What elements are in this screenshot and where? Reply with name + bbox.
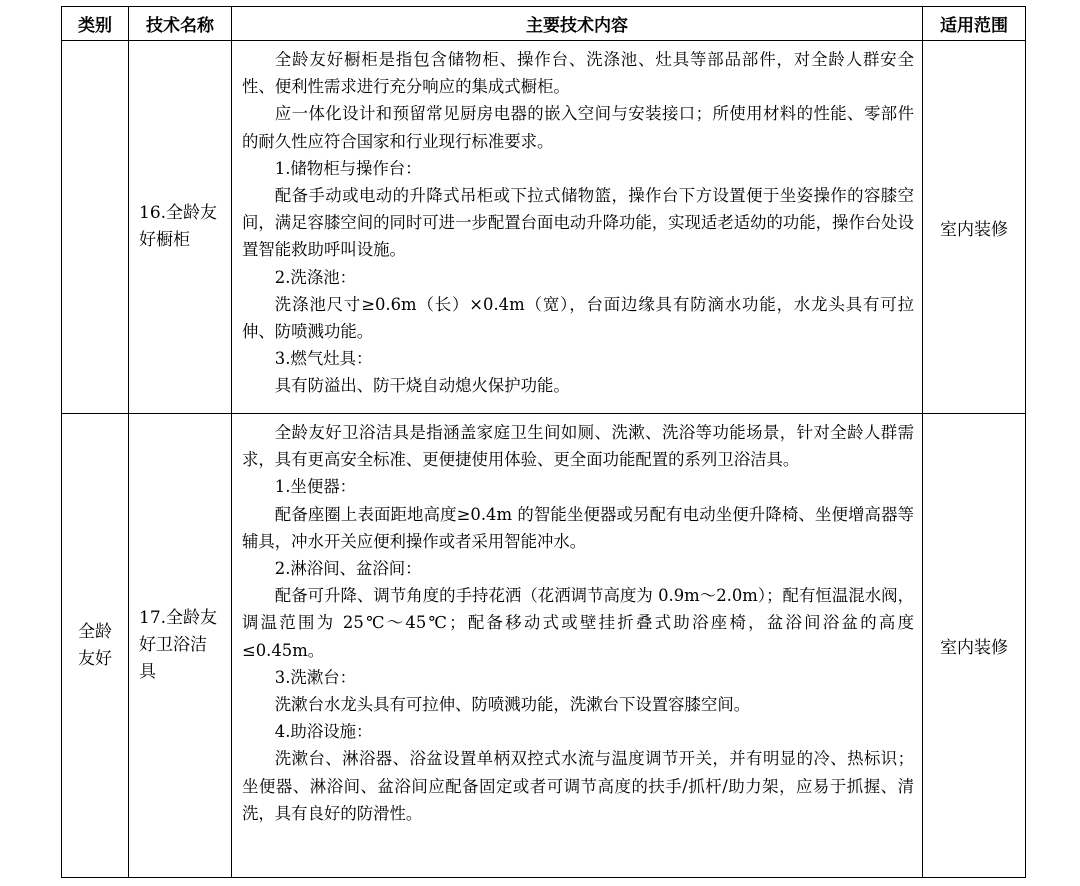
content-subheading: 2.淋浴间、盆浴间：	[274, 559, 422, 579]
content-paragraph: 配备座圈上表面距地高度≥0.4m 的智能坐便器或另配有电动坐便升降椅、坐便增高器等辅具，冲水开关应便利操作或者采用智能冲水。	[242, 504, 914, 551]
table-row	[62, 41, 1026, 414]
content-subheading: 2.洗涤池：	[274, 267, 356, 287]
content-paragraph: 配备手动或电动的升降式吊柜或下拉式储物篮，操作台下方设置便于坐姿操作的容膝空间，满足容膝空间的同时可进一步配置台面电动升降功能，实现适老适幼的功能，操作台处设置智能救助呼叫设施。	[242, 186, 915, 260]
content-paragraph: 全龄友好橱柜是指包含储物柜、操作台、洗涤池、灶具等部品部件，对全龄人群安全性、便利性需求进行充分响应的集成式橱柜。	[242, 50, 914, 97]
content-paragraph: 配备可升降、调节角度的手持花洒（花洒调节高度为 0.9m～2.0m）；配有恒温混水阀，调温范围为 25℃～45℃；配备移动式或壁挂折叠式助浴座椅，盆浴间浴盆的高度≤0.45m。	[242, 586, 914, 660]
table-row	[62, 414, 1026, 878]
tech-name-cell: 16.全龄友好橱柜	[129, 41, 232, 414]
row-category-cell	[62, 414, 129, 878]
content-paragraph: 洗漱台、淋浴器、浴盆设置单柄双控式水流与温度调节开关，并有明显的冷、热标识；坐便器、淋浴间、盆浴间应配备固定或者可调节高度的扶手/抓杆/助力架，应易于抓握、清洗，具有良好的防滑性。	[242, 749, 914, 823]
category-label: 全龄友好	[78, 621, 112, 669]
content-paragraph: 具有防溢出、防干烧自动熄火保护功能。	[274, 376, 570, 396]
header-tech-name: 技术名称	[129, 7, 232, 41]
content-paragraph: 洗涤池尺寸≥0.6m（长）×0.4m（宽），台面边缘具有防滴水功能，水龙头具有可拉伸、防喷溅功能。	[242, 294, 914, 342]
row-category-cell	[62, 41, 129, 414]
content-subheading: 4.助浴设施：	[274, 722, 373, 742]
content-subheading: 1.储物柜与操作台：	[274, 158, 422, 178]
table-header-row	[62, 7, 1026, 41]
technology-table	[61, 6, 1026, 878]
tech-content-cell	[232, 414, 923, 878]
content-paragraph: 全龄友好卫浴洁具是指涵盖家庭卫生间如厕、洗漱、洗浴等功能场景，针对全龄人群需求，具有更高安全标准、更便捷使用体验、更全面功能配置的系列卫浴洁具。	[242, 423, 914, 470]
content-subheading: 3.洗漱台：	[274, 667, 356, 687]
scope-cell: 室内装修	[923, 41, 1026, 414]
scope-cell: 室内装修	[923, 414, 1026, 878]
header-category: 类别	[62, 7, 129, 41]
content-paragraph: 应一体化设计和预留常见厨房电器的嵌入空间与安装接口；所使用材料的性能、零部件的耐久性应符合国家和行业现行标准要求。	[242, 104, 914, 151]
content-subheading: 3.燃气灶具：	[274, 349, 373, 369]
tech-content-cell	[232, 41, 923, 414]
content-paragraph: 洗漱台水龙头具有可拉伸、防喷溅功能，洗漱台下设置容膝空间。	[274, 695, 751, 715]
header-scope: 适用范围	[923, 7, 1026, 41]
header-tech-content: 主要技术内容	[232, 7, 923, 41]
tech-name-cell: 17.全龄友好卫浴洁具	[129, 414, 232, 878]
content-subheading: 1.坐便器：	[274, 477, 356, 497]
